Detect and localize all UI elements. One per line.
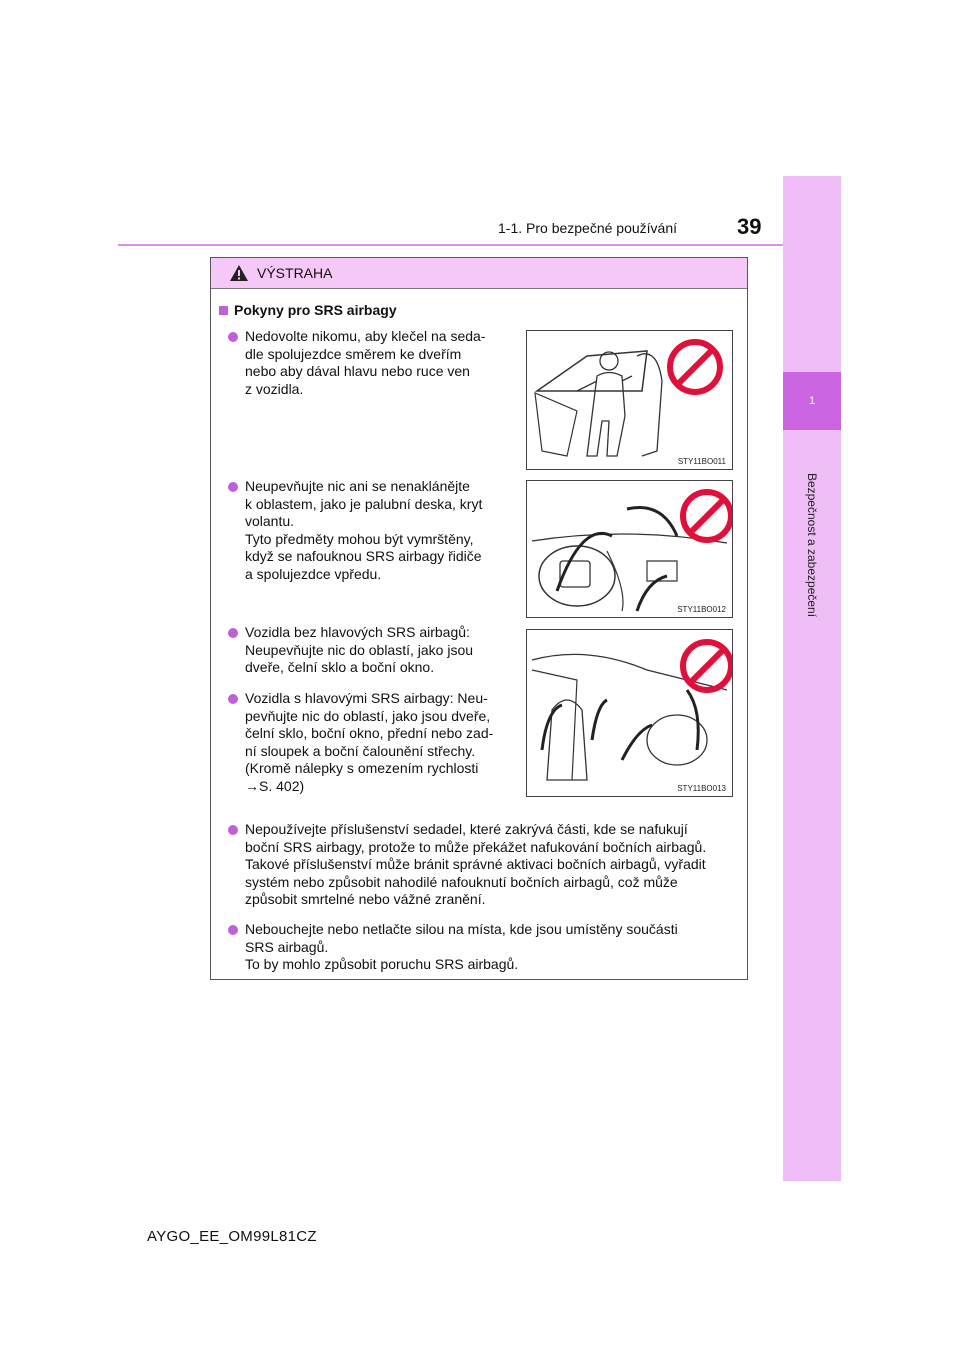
list-item bbox=[228, 821, 742, 909]
figure-passenger-door bbox=[526, 330, 733, 470]
document-code: AYGO_EE_OM99L81CZ bbox=[147, 1228, 317, 1245]
page-number: 39 bbox=[737, 214, 762, 239]
list-item-text: Vozidla s hlavovými SRS airbagy: Neu- pevňujte nic do oblastí, jako jsou dveře, čelní sklo, boční okno, přední nebo zad- ní sloupek a boční čalounění střechy. (Kromě nálepky s omezením rychlosti →S. 402) bbox=[245, 690, 494, 794]
figure-dashboard bbox=[526, 480, 733, 618]
square-bullet-icon bbox=[219, 306, 228, 315]
chapter-title: Bezpečnost a zabezpečení bbox=[805, 472, 819, 618]
figure-side-windows bbox=[526, 629, 733, 797]
list-item bbox=[228, 478, 513, 583]
chapter-number-tab[interactable]: 1 bbox=[783, 372, 841, 430]
bullet-dot-icon bbox=[228, 628, 238, 638]
list-item-text: Nebouchejte nebo netlačte silou na místa, kde jsou umístěny součásti SRS airbagů. To by mohlo způsobit poruchu SRS airbagů. bbox=[245, 921, 678, 972]
bullet-dot-icon bbox=[228, 694, 238, 704]
list-item bbox=[228, 690, 513, 795]
list-item-text: Vozidla bez hlavových SRS airbagů: Neupevňujte nic do oblastí, jako jsou dveře, čelní sklo a boční okno. bbox=[245, 624, 474, 675]
list-item bbox=[228, 624, 513, 677]
dashboard-illustration bbox=[527, 481, 732, 617]
bullet-dot-icon bbox=[228, 925, 238, 935]
passenger-illustration bbox=[527, 331, 732, 469]
list-item-text: Nedovolte nikomu, aby klečel na seda- dle spolujezdce směrem ke dveřím nebo aby dával hlavu nebo ruce ven z vozidla. bbox=[245, 328, 486, 397]
figure-caption: STY11BO011 bbox=[677, 457, 726, 466]
subsection-title: Pokyny pro SRS airbagy bbox=[234, 302, 397, 318]
cabin-illustration bbox=[527, 630, 732, 796]
list-item bbox=[228, 328, 513, 398]
header-divider bbox=[118, 244, 783, 246]
bullet-dot-icon bbox=[228, 482, 238, 492]
section-title-header: 1-1. Pro bezpečné používání bbox=[498, 220, 678, 236]
bullet-dot-icon bbox=[228, 825, 238, 835]
warning-triangle-icon bbox=[229, 264, 249, 282]
warning-box bbox=[210, 257, 748, 980]
bullet-dot-icon bbox=[228, 332, 238, 342]
warning-header bbox=[211, 258, 747, 289]
list-item-text: Neupevňujte nic ani se nenaklánějte k oblastem, jako je palubní deska, kryt volantu. Tyto předměty mohou být vymrštěny, když se nafouknou SRS airbagy řidiče a spolujezdce vpředu. bbox=[245, 478, 483, 582]
chapter-side-tab bbox=[783, 176, 841, 1181]
list-item bbox=[228, 921, 742, 974]
figure-caption: STY11BO013 bbox=[677, 784, 726, 793]
figure-caption: STY11BO012 bbox=[677, 605, 726, 614]
warning-title: VÝSTRAHA bbox=[257, 265, 333, 281]
subsection-heading bbox=[219, 302, 397, 318]
list-item-text: Nepoužívejte příslušenství sedadel, které zakrývá části, kde se nafukují boční SRS airbagy, protože to může překážet nafukování bočních airbagů. Takové příslušenství může bránit správné aktivaci bočních airbagů, vyřadit systém nebo způsobit nahodilé nafouknutí bočních airbagů, což může způsobit smrtelné nebo vážné zranění. bbox=[245, 821, 707, 907]
